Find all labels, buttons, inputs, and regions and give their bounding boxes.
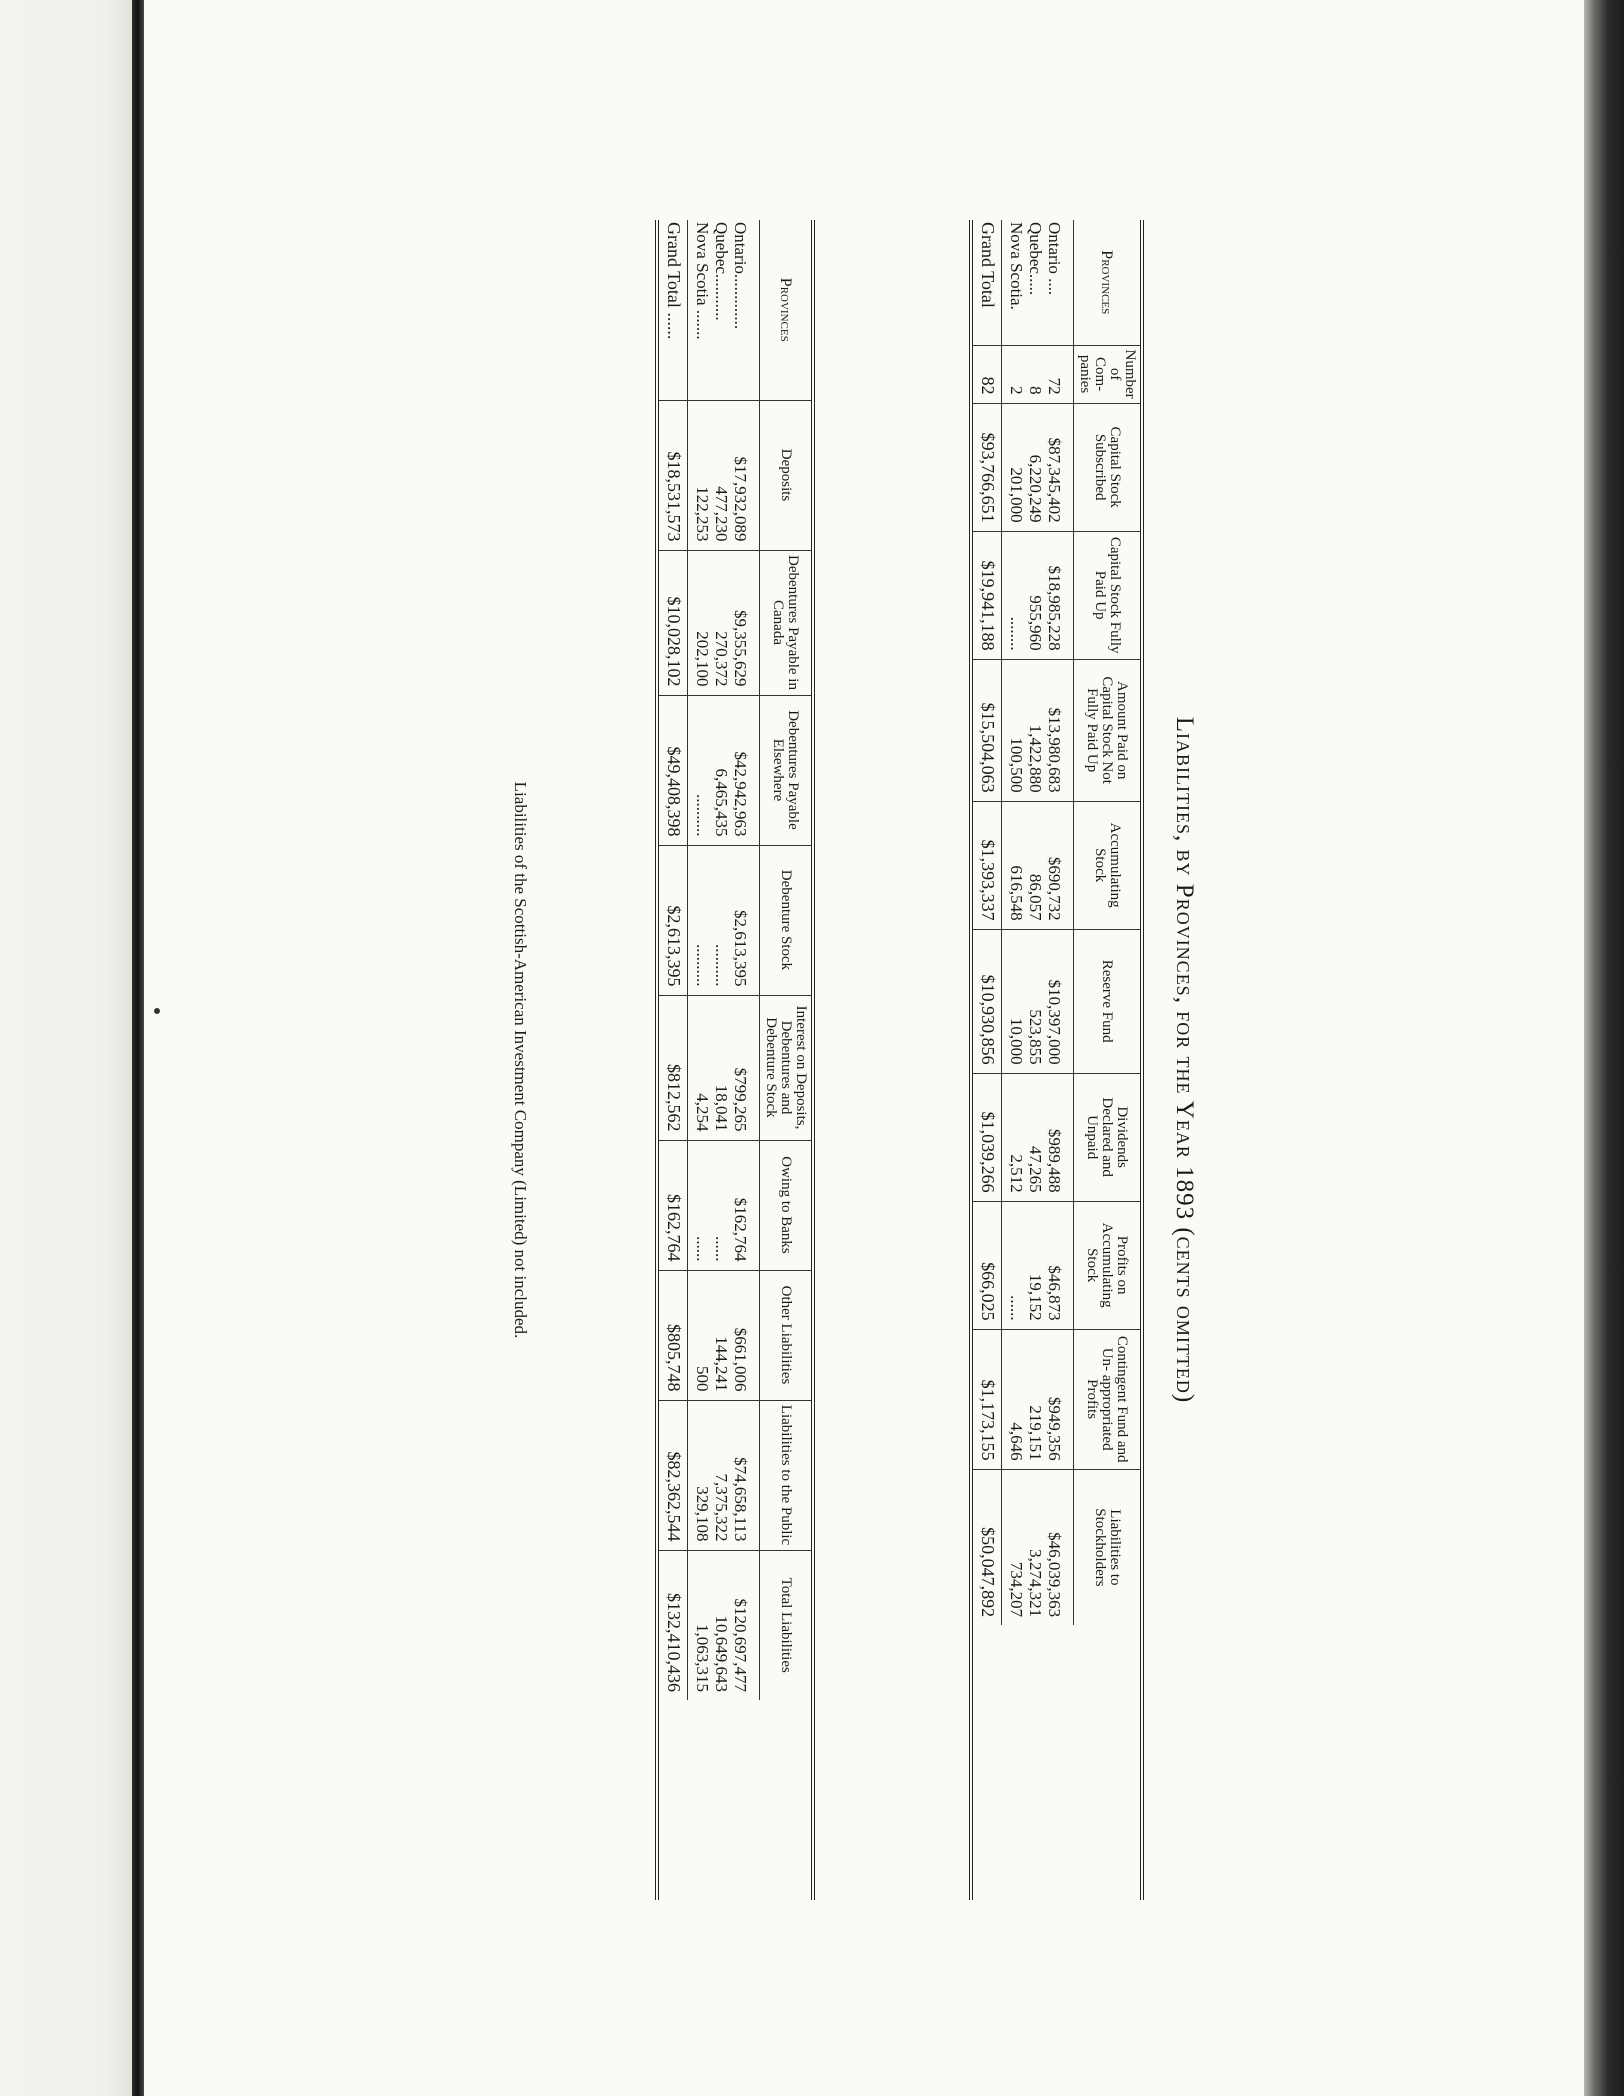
rotated-content <box>490 220 1200 1900</box>
row-label: Quebec..... <box>1026 222 1045 296</box>
table-cell: $799,265 <box>731 995 760 1140</box>
table-cell: 8 <box>1026 345 1045 403</box>
column-header: Interest on Deposits, Debentures and Debenture Stock <box>760 995 812 1140</box>
table-cell: 122,253 <box>688 400 713 550</box>
table-cell: 10,000 <box>1002 929 1027 1073</box>
page-title: Liabilities, by Provinces, for the Year 1893 (cents omitted) <box>1171 716 1198 1404</box>
column-header: Owing to Banks <box>760 1140 812 1270</box>
column-header: Debenture Stock <box>760 845 812 995</box>
table-cell: ...... <box>712 1140 731 1270</box>
table-cell: $74,658,113 <box>731 1400 760 1550</box>
table-cell: 2,512 <box>1002 1073 1027 1201</box>
column-header: Accumulating Stock <box>1074 801 1141 929</box>
table-cell: 523,855 <box>1026 929 1045 1073</box>
table-cell: 1,422,880 <box>1026 659 1045 801</box>
column-header-provinces: Provinces <box>1098 250 1116 315</box>
table-cell: $661,006 <box>731 1270 760 1400</box>
table-cell: 616,548 <box>1002 801 1027 929</box>
table-cell: 329,108 <box>688 1400 713 1550</box>
table-cell: $18,985,228 <box>1045 531 1074 659</box>
table-cell: $2,613,395 <box>659 845 688 995</box>
table-cell: 4,254 <box>688 995 713 1140</box>
liabilities-table-1 <box>973 220 1140 1625</box>
table-cell: 500 <box>688 1270 713 1400</box>
table-cell: $66,025 <box>973 1201 1002 1329</box>
table-cell: 201,000 <box>1002 403 1027 531</box>
row-label: Quebec........... <box>712 222 731 321</box>
column-header: Debentures Payable in Canada <box>760 550 812 695</box>
table-companies <box>969 220 1144 1900</box>
table-row-grand-total <box>973 220 1002 1625</box>
table-cell: $1,039,266 <box>973 1073 1002 1201</box>
table-bottom-rule <box>969 220 973 1900</box>
table-cell: $1,173,155 <box>973 1329 1002 1469</box>
footnote: Liabilities of the Scottish-American Investment Company (Limited) not included. <box>511 781 530 1339</box>
table-cell: 1,063,315 <box>688 1550 713 1700</box>
table-cell: $42,942,963 <box>731 695 760 845</box>
table-cell: $989,488 <box>1045 1073 1074 1201</box>
column-header: Liabilities to the Public <box>760 1400 812 1550</box>
table-cell: $805,748 <box>659 1270 688 1400</box>
table-cell: 955,960 <box>1026 531 1045 659</box>
ink-speck <box>154 1008 160 1014</box>
table-cell: ........ <box>1002 531 1027 659</box>
column-header: Total Liabilities <box>760 1550 812 1700</box>
table-row-quebec <box>712 220 731 1700</box>
table-cell: 2 <box>1002 345 1027 403</box>
table-cell: 734,207 <box>1002 1469 1027 1625</box>
table-cell: $93,766,651 <box>973 403 1002 531</box>
table-cell: 7,375,322 <box>712 1400 731 1550</box>
table-cell: 82 <box>973 345 1002 403</box>
table-cell: $82,362,544 <box>659 1400 688 1550</box>
table-cell: $162,764 <box>659 1140 688 1270</box>
table-cell: $949,356 <box>1045 1329 1074 1469</box>
table-cell: .......... <box>712 845 731 995</box>
row-label: Ontario .... <box>1045 222 1064 296</box>
table-cell: $120,697,477 <box>731 1550 760 1700</box>
table-cell: .......... <box>688 845 713 995</box>
table-header-row <box>760 220 812 1700</box>
table-cell: 6,465,435 <box>712 695 731 845</box>
table-row-ontario <box>731 220 760 1700</box>
table-cell: 47,265 <box>1026 1073 1045 1201</box>
table-cell: $10,397,000 <box>1045 929 1074 1073</box>
column-header: Capital Stock Subscribed <box>1074 403 1141 531</box>
table-cell: $812,562 <box>659 995 688 1140</box>
table-cell: $49,408,398 <box>659 695 688 845</box>
table-cell: $690,732 <box>1045 801 1074 929</box>
table-cell: $87,345,402 <box>1045 403 1074 531</box>
table-cell: ...... <box>688 1140 713 1270</box>
table-cell: 270,372 <box>712 550 731 695</box>
column-header: Debentures Payable Elsewhere <box>760 695 812 845</box>
column-header: Contingent Fund and Un- appropriated Profits <box>1074 1329 1141 1469</box>
column-header: Deposits <box>760 400 812 550</box>
table-cell: 219,151 <box>1026 1329 1045 1469</box>
table-cell: $9,355,629 <box>731 550 760 695</box>
table-row-grand-total <box>659 220 688 1700</box>
table-row-nova-scotia <box>1002 220 1027 1625</box>
table-cell: $18,531,573 <box>659 400 688 550</box>
table-cell: 100,500 <box>1002 659 1027 801</box>
column-header: Liabilities to Stockholders <box>1074 1469 1141 1625</box>
table-cell: $10,930,856 <box>973 929 1002 1073</box>
table-cell: .......... <box>688 695 713 845</box>
column-header: Other Liabilities <box>760 1270 812 1400</box>
table-cell: $13,980,683 <box>1045 659 1074 801</box>
table-header-row <box>1074 220 1141 1625</box>
table-row-quebec <box>1026 220 1045 1625</box>
table-cell: $17,932,089 <box>731 400 760 550</box>
row-label: Grand Total <box>978 222 998 308</box>
book-gutter <box>132 0 144 2096</box>
column-header: Number of Com- panies <box>1074 345 1141 403</box>
table-cell: 86,057 <box>1026 801 1045 929</box>
table-row-ontario <box>1045 220 1074 1625</box>
facing-page-edge <box>0 0 132 2096</box>
column-header-provinces: Provinces <box>777 277 794 342</box>
table-cell: 18,041 <box>712 995 731 1140</box>
column-header: Amount Paid on Capital Stock Not Fully Paid Up <box>1074 659 1141 801</box>
table-cell: 19,152 <box>1026 1201 1045 1329</box>
table-cell: $1,393,337 <box>973 801 1002 929</box>
table-row-nova-scotia <box>688 220 713 1700</box>
column-header: Capital Stock Fully Paid Up <box>1074 531 1141 659</box>
table-cell: 6,220,249 <box>1026 403 1045 531</box>
row-label: Nova Scotia. <box>1007 222 1026 310</box>
row-label: Grand Total ...... <box>664 222 684 340</box>
table-cell: $46,873 <box>1045 1201 1074 1329</box>
column-header: Dividends Declared and Unpaid <box>1074 1073 1141 1201</box>
table-cell: $15,504,063 <box>973 659 1002 801</box>
table-cell: $162,764 <box>731 1140 760 1270</box>
table-cell: $132,410,436 <box>659 1550 688 1700</box>
table-liabilities-public <box>655 220 815 1900</box>
column-header: Profits on Accumulating Stock <box>1074 1201 1141 1329</box>
table-cell: ...... <box>1002 1201 1027 1329</box>
table-bottom-rule <box>655 220 659 1900</box>
table-cell: 10,649,643 <box>712 1550 731 1700</box>
table-cell: $10,028,102 <box>659 550 688 695</box>
column-header: Reserve Fund <box>1074 929 1141 1073</box>
table-cell: 144,241 <box>712 1270 731 1400</box>
table-cell: 202,100 <box>688 550 713 695</box>
table-cell: $19,941,188 <box>973 531 1002 659</box>
liabilities-table-2 <box>659 220 811 1700</box>
table-cell: 477,230 <box>712 400 731 550</box>
table-top-rule <box>811 220 815 1900</box>
row-label: Ontario............. <box>731 222 750 330</box>
table-cell: 3,274,321 <box>1026 1469 1045 1625</box>
table-cell: $46,039,363 <box>1045 1469 1074 1625</box>
page-stack-edge <box>1584 0 1624 2096</box>
table-cell: 72 <box>1045 345 1074 403</box>
table-cell: $2,613,395 <box>731 845 760 995</box>
row-label: Nova Scotia ....... <box>693 222 712 340</box>
table-top-rule <box>1140 220 1144 1900</box>
table-cell: $50,047,892 <box>973 1469 1002 1625</box>
table-cell: 4,646 <box>1002 1329 1027 1469</box>
